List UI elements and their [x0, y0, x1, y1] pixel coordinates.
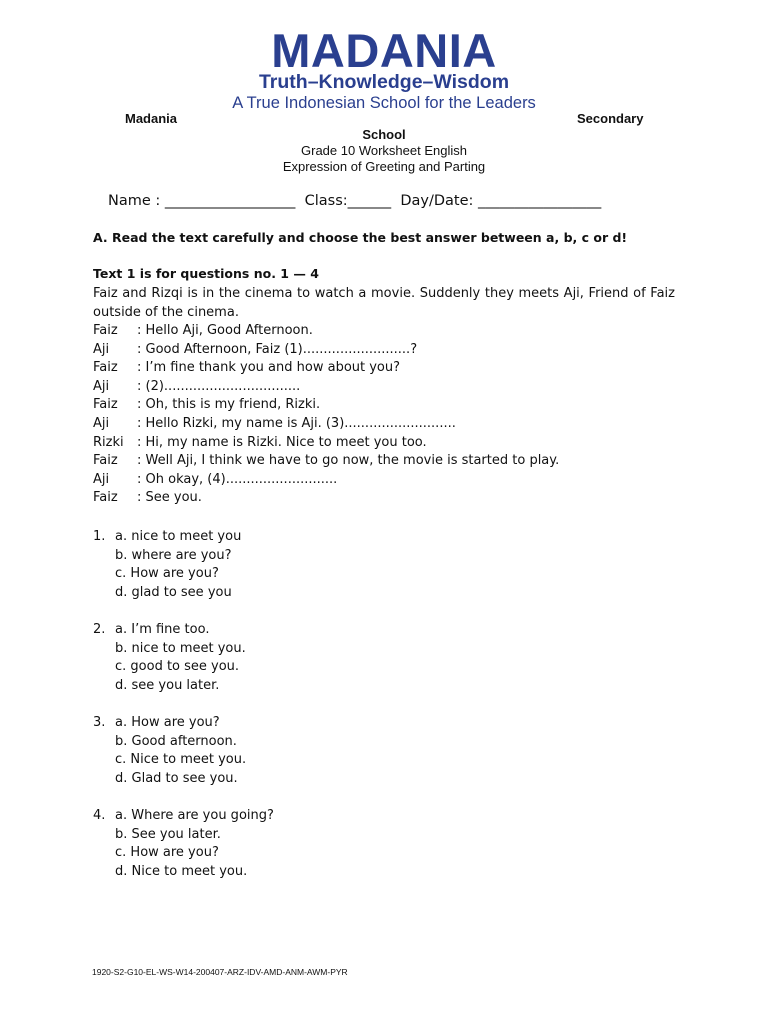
school-tagline: A True Indonesian School for the Leaders: [232, 94, 536, 112]
line-text: : See you.: [137, 490, 202, 506]
option-b: b. Good afternoon.: [115, 733, 237, 749]
text-title: Text 1 is for questions no. 1 — 4: [93, 266, 319, 281]
line-text: : Good Afternoon, Faiz (1)..........................?: [137, 341, 418, 357]
option-b: b. nice to meet you.: [115, 640, 246, 656]
option-c: c. good to see you.: [115, 659, 240, 675]
speaker: Faiz: [93, 397, 118, 413]
question-4: [93, 807, 274, 881]
option-b: b. See you later.: [115, 826, 221, 842]
line-text: : I’m fine thank you and how about you?: [137, 360, 401, 376]
option-d: d. see you later.: [115, 677, 220, 693]
school-motto: Truth–Knowledge–Wisdom: [258, 71, 510, 93]
header-school-right: Secondary: [577, 111, 644, 126]
question-2: [93, 621, 246, 695]
line-text: : Hello Aji, Good Afternoon.: [137, 323, 313, 338]
option-d: d. glad to see you: [115, 584, 232, 600]
dialogue-line: [93, 452, 559, 471]
instruction: A. Read the text carefully and choose the best answer between a, b, c or d!: [93, 230, 628, 245]
line-text: : Oh, this is my friend, Rizki.: [137, 397, 321, 413]
speaker: Faiz: [93, 323, 118, 338]
option-a: a. nice to meet you: [115, 529, 242, 544]
option-d: d. Nice to meet you.: [115, 863, 248, 879]
dialogue-line: [93, 359, 559, 378]
dialogue-line: [93, 378, 559, 397]
dialogue: [93, 322, 559, 508]
option-d: d. Glad to see you.: [115, 770, 238, 786]
speaker: Aji: [93, 471, 110, 487]
dialogue-line: [93, 489, 559, 508]
speaker: Rizki: [93, 434, 124, 450]
option-a: a. How are you?: [115, 715, 220, 730]
school-logo-name: MADANIA: [271, 24, 497, 77]
option-a: a. Where are you going?: [115, 808, 274, 823]
question-1: [93, 528, 241, 602]
speaker: Aji: [93, 415, 110, 431]
student-info-line: Name : __________________ Class:______ Day/Date: _________________: [108, 193, 602, 209]
question-number: 1.: [93, 529, 106, 544]
speaker: Aji: [93, 378, 110, 394]
question-number: 2.: [93, 622, 106, 637]
header-grade: Grade 10 Worksheet English: [301, 143, 467, 158]
dialogue-line: [93, 322, 559, 341]
option-c: c. How are you?: [115, 566, 219, 582]
intro-paragraph: Faiz and Rizqi is in the cinema to watch a movie. Suddenly they meets Aji, Friend of Faiz outside of the cinema.: [93, 286, 675, 320]
option-c: c. Nice to meet you.: [115, 752, 247, 768]
question-3: [93, 714, 246, 788]
dialogue-line: [93, 434, 559, 453]
speaker: Faiz: [93, 453, 118, 469]
line-text: : Hello Rizki, my name is Aji. (3)...........................: [137, 415, 456, 431]
dialogue-line: [93, 415, 559, 434]
option-b: b. where are you?: [115, 547, 232, 563]
line-text: : Oh okay, (4)...........................: [137, 471, 338, 487]
question-number: 4.: [93, 808, 106, 823]
speaker: Faiz: [93, 360, 118, 376]
line-text: : Well Aji, I think we have to go now, the movie is started to play.: [137, 453, 560, 469]
speaker: Aji: [93, 341, 110, 357]
header-school-left: Madania: [125, 111, 178, 126]
header-school-word: School: [362, 127, 406, 142]
dialogue-line: [93, 341, 559, 360]
header-topic: Expression of Greeting and Parting: [282, 159, 486, 174]
dialogue-line: [93, 471, 559, 490]
footer-code: 1920-S2-G10-EL-WS-W14-200407-ARZ-IDV-AMD-ANM-AWM-PYR: [92, 967, 348, 977]
speaker: Faiz: [93, 490, 118, 506]
question-number: 3.: [93, 715, 106, 730]
dialogue-line: [93, 396, 559, 415]
option-a: a. I’m fine too.: [115, 622, 210, 637]
line-text: : Hi, my name is Rizki. Nice to meet you too.: [137, 434, 427, 450]
option-c: c. How are you?: [115, 845, 219, 861]
line-text: : (2).................................: [137, 378, 301, 394]
